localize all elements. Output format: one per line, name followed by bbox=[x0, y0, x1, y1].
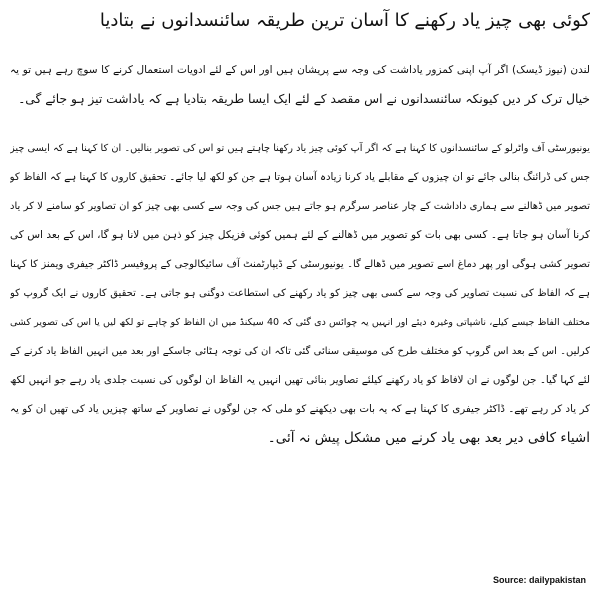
source-credit: Source: dailypakistan bbox=[492, 575, 586, 585]
paragraph-line: کر یاد کر رہے تھے۔ ڈاکٹر جیفری کا کہنا ہے کہ یہ بات بھی دیکھنے کو ملی کہ جن لوگوں نے تصاویر کے ساتھ چیزیں یاد کی تھیں ان کو یہ bbox=[10, 403, 590, 415]
paragraph-line: خیال ترک کر دیں کیونکہ سائنسدانوں نے اس مقصد کے لئے ایک ایسا طریقہ بتادیا ہے کہ یاداشت تیز ہو جائے گی۔ bbox=[18, 92, 590, 106]
paragraph-line: مختلف الفاظ جیسے کیلے، ناشپاتی وغیرہ دیئے اور انہیں یہ چوائس دی گئی کہ 40 سیکنڈ میں ان الفاظ کو چاہے تو لکھ لیں یا اس کی تصویر کشی bbox=[10, 317, 590, 328]
article-headline: کوئی بھی چیز یاد رکھنے کا آسان ترین طریقہ سائنسدانوں نے بتادیا bbox=[99, 10, 590, 31]
article-paragraph-intro bbox=[10, 56, 590, 114]
article-paragraph-body bbox=[10, 134, 590, 453]
paragraph-line: کرلیں۔ اس کے بعد اس گروپ کو مختلف طرح کی موسیقی سنائی گئی تاکہ ان کی توجہ ہٹائی جاسکے اور بعد میں انہیں الفاظ یاد کرنے کے bbox=[10, 346, 590, 357]
paragraph-line: کرنا آسان ہو جاتا ہے۔ کسی بھی بات کو تصویر میں ڈھالنے کے لئے ہمیں کوئی فزیکل چیز کو ذہن میں لانا ہو گا، اس کے بعد اس کی bbox=[10, 229, 590, 241]
paragraph-line: یونیورسٹی آف واٹرلو کے سائنسدانوں کا کہنا ہے کہ اگر آپ کوئی چیز یاد رکھنا چاہتے ہیں تو اس کی تصویر بنالیں۔ ان کا کہنا ہے کہ ایسی چیز bbox=[10, 143, 590, 154]
paragraph-line: لئے کہا گیا۔ جن لوگوں نے ان لافاظ کو یاد رکھنے کیلئے تصاویر بنائی تھیں انہیں یہ الفاظ ان لوگوں کی نسبت جلدی یاد رہے جو انہیں لکھ bbox=[10, 374, 590, 386]
paragraph-line: اشیاء کافی دیر بعد بھی یاد کرنے میں مشکل پیش نہ آئی۔ bbox=[267, 430, 590, 446]
paragraph-line: لندن (نیوز ڈیسک) اگر آپ اپنی کمزور یاداشت کی وجہ سے پریشان ہیں اور اس کے لئے ادویات استعمال کرنے کا سوچ رہے ہیں تو یہ bbox=[10, 64, 590, 76]
paragraph-line: جس کی ڈرائنگ بنالی جائے تو ان چیزوں کے مقابلے یاد کرنا زیادہ آسان ہوتا ہے جن کو لکھ لیا جائے۔ تحقیق کاروں کا کہنا ہے کہ الفاظ کو bbox=[10, 171, 590, 183]
paragraph-line: تصویر میں ڈھالنے سے ہماری داداشت کے چار عناصر سرگرم ہو جاتے ہیں جس کی وجہ سے کسی بھی چیز کو ان تصاویر کو سامنے لا کر یاد bbox=[10, 201, 590, 212]
paragraph-line: ہے کہ الفاظ کی نسبت تصاویر کی وجہ سے کسی بھی چیز کو یاد رکھنے کی استطاعت دوگنی ہو جاتی ہے۔ تحقیق کاروں نے ایک گروپ کو bbox=[10, 288, 590, 299]
paragraph-line: تصویر کشی ہوگی اور پھر دماغ اسے تصویر میں ڈھالے گا۔ یونیورسٹی کے ڈیپارٹمنٹ آف سائیکالوجی کے پروفیسر ڈاکٹر جیفری ویمنز کا کہنا bbox=[10, 259, 590, 270]
